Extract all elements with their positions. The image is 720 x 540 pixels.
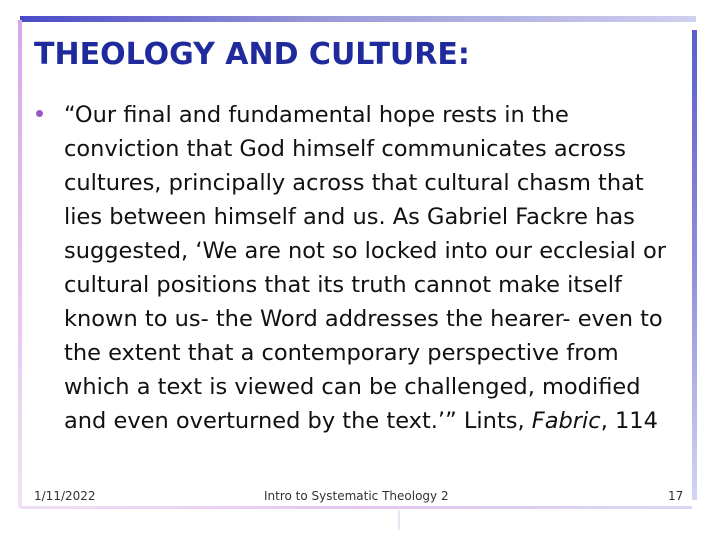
citation-title: Fabric <box>531 408 601 434</box>
footer-page-number: 17 <box>668 489 684 503</box>
top-rule <box>20 16 696 22</box>
bullet-item <box>34 98 684 438</box>
slide-body <box>34 98 684 438</box>
citation-page: , 114 <box>600 408 658 434</box>
quote-text <box>64 98 684 438</box>
slide-title: THEOLOGY AND CULTURE: <box>34 37 470 72</box>
footer-course: Intro to Systematic Theology 2 <box>264 489 449 503</box>
left-rule <box>18 20 22 508</box>
bullet-dot-icon <box>36 110 43 117</box>
footer-date: 1/11/2022 <box>34 489 96 503</box>
bottom-rule <box>20 506 692 509</box>
right-rule <box>692 30 697 500</box>
bottom-rule-tick <box>398 510 400 530</box>
quote-body: “Our final and fundamental hope rests in the conviction that God himself communicates across cultures, principally across that cultural chasm that lies between himself and us. As Gabriel Fackre has suggested, ‘We are not so locked into our ecclesial or cultural positions that its truth cannot make itself known to us- the Word addresses the hearer- even to the extent that a contemporary perspective from which a text is viewed can be challenged, modified and even overturned by the text.’” Lints, <box>64 102 667 434</box>
